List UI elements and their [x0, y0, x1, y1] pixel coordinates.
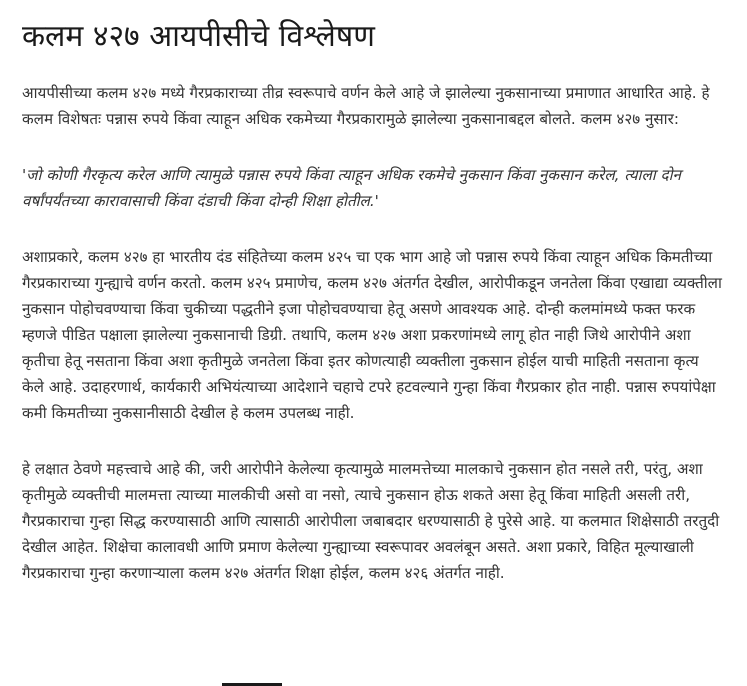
next-heading-cutoff: [222, 676, 302, 686]
article: [22, 18, 722, 616]
body-paragraph-1: अशाप्रकारे, कलम ४२७ हा भारतीय दंड संहितेच्या कलम ४२५ चा एक भाग आहे जो पन्नास रुपये किंवा त्याहून अधिक किमतीच्या गैरप्रकाराच्या गुन्ह्याचे वर्णन करतो. कलम ४२५ प्रमाणेच, कलम ४२७ अंतर्गत देखील, आरोपीकडून जनतेला किंवा एखाद्या व्यक्तीला नुकसान पोहोचवण्याचा किंवा चुकीच्या पद्धतीने इजा पोहोचवण्याचा हेतू असणे आवश्यक आहे. दोन्ही कलमांमध्ये फक्त फरक म्हणजे पीडित पक्षाला झालेल्या नुकसानाची डिग्री. तथापि, कलम ४२७ अशा प्रकरणांमध्ये लागू होत नाही जिथे आरोपीने अशा कृतीचा हेतू नसताना किंवा अशा कृतीमुळे जनतेला किंवा इतर कोणत्याही व्यक्तीला नुकसान होईल याची माहिती नसताना कृत्य केले आहे. उदाहरणार्थ, कार्यकारी अभियंत्याच्या आदेशाने चहाचे टपरे हटवल्याने गुन्हा किंवा गैरप्रकार होत नाही. पन्नास रुपयांपेक्षा कमी किमतीच्या नुकसानीसाठी देखील हे कलम उपलब्ध नाही.: [22, 247, 722, 422]
section-quote: 'जो कोणी गैरकृत्य करेल आणि त्यामुळे पन्नास रुपये किंवा त्याहून अधिक रकमेचे नुकसान किंवा नुकसान करेल, त्याला दोन वर्षांपर्यंतच्या कारावासाची किंवा दंडाची किंवा दोन्ही शिक्षा होतील.': [22, 165, 681, 210]
body-paragraph-2: हे लक्षात ठेवणे महत्त्वाचे आहे की, जरी आरोपीने केलेल्या कृत्यामुळे मालमत्तेच्या मालकाचे नुकसान होत नसले तरी, परंतु, अशा कृतीमुळे व्यक्तीची मालमत्ता त्याच्या मालकीची असो वा नसो, त्याचे नुकसान होऊ शकते असा हेतू किंवा माहिती असली तरी, गैरप्रकाराचा गुन्हा सिद्ध करण्यासाठी आणि त्यासाठी आरोपीला जबाबदार धरण्यासाठी हे पुरेसे आहे. या कलमात शिक्षेसाठी तरतुदी देखील आहेत. शिक्षेचा कालावधी आणि प्रमाण केलेल्या गुन्ह्याच्या स्वरूपावर अवलंबून असते. अशा प्रकारे, विहित मूल्याखाली गैरप्रकाराचा गुन्हा करणाऱ्याला कलम ४२७ अंतर्गत शिक्षा होईल, कलम ४२६ अंतर्गत नाही.: [22, 459, 720, 582]
intro-paragraph: आयपीसीच्या कलम ४२७ मध्ये गैरप्रकाराच्या तीव्र स्वरूपाचे वर्णन केले आहे जे झालेल्या नुकसानाच्या प्रमाणात आधारित आहे. हे कलम विशेषतः पन्नास रुपये किंवा त्याहून अधिक रकमेच्या गैरप्रकारामुळे झालेल्या नुकसानाबद्दल बोलते. कलम ४२७ नुसार:: [22, 83, 710, 128]
article-title: कलम ४२७ आयपीसीचे विश्लेषण: [22, 19, 375, 54]
